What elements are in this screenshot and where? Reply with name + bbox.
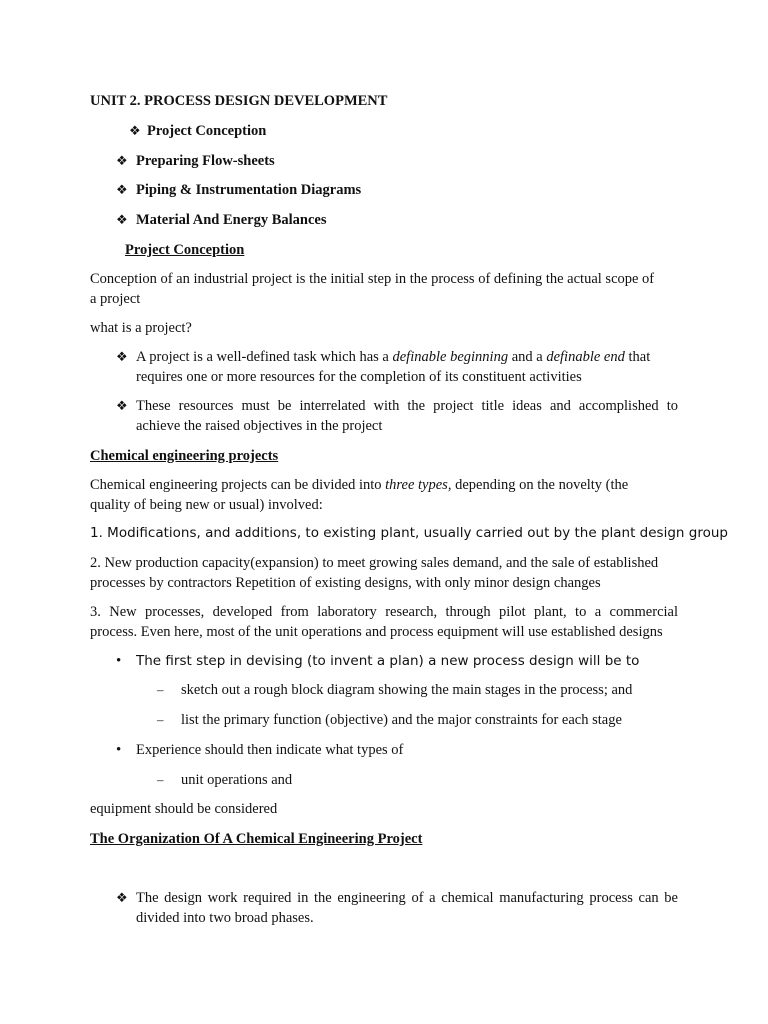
definition-text-pre: A project is a well-defined task which has a (136, 349, 393, 365)
conception-paragraph (90, 269, 678, 309)
sub-item-sketch: sketch out a rough block diagram showing the main stages in the process; and (181, 682, 633, 698)
round-bullet-icon: • (116, 742, 122, 758)
design-line-1: The design work required in the engineering of a chemical manufacturing process can be (136, 890, 678, 906)
outline-item-pid: Piping & Instrumentation Diagrams (136, 182, 362, 198)
resources-bullet-text (136, 396, 678, 436)
diamond-bullet-icon: ❖ (116, 153, 128, 168)
list-item-3-line-2: process. Even here, most of the unit operations and process equipment will use established designs (90, 624, 663, 640)
definition-italic-end: definable end (546, 349, 625, 365)
definition-text-post: that (624, 349, 651, 365)
outline-item-flow-sheets: Preparing Flow-sheets (136, 153, 275, 169)
outline-item-balances: Material And Energy Balances (136, 212, 327, 228)
chemical-text-post: depending on the novelty (the (451, 477, 629, 493)
chemical-line-2: quality of being new or usual) involved: (90, 497, 323, 513)
definition-italic-beginning: definable beginning (392, 349, 509, 365)
diamond-bullet-icon: ❖ (116, 349, 128, 364)
list-item-3 (90, 602, 678, 642)
sub-item-list: list the primary function (objective) and the major constraints for each stage (181, 712, 622, 728)
unit-title: UNIT 2. PROCESS DESIGN DEVELOPMENT (90, 93, 388, 109)
section-heading-project-conception: Project Conception (125, 242, 245, 258)
list-item-2-line-2: processes by contractors Repetition of existing designs, with only minor design changes (90, 575, 601, 591)
chemical-italic-three-types: three types, (385, 477, 452, 493)
equipment-line: equipment should be considered (90, 801, 278, 817)
definition-bullet-text (136, 347, 678, 387)
sub-item-unit-operations: unit operations and (181, 772, 293, 788)
definition-text-mid: and a (508, 349, 547, 365)
diamond-bullet-icon: ❖ (116, 398, 128, 413)
chemical-text-pre: Chemical engineering projects can be divided into (90, 477, 386, 493)
round-bullet-icon: • (116, 653, 122, 669)
dash-bullet-icon: – (157, 682, 164, 697)
diamond-bullet-icon: ❖ (116, 890, 128, 905)
dash-bullet-icon: – (157, 712, 164, 727)
list-item-1: 1. Modifications, and additions, to existing plant, usually carried out by the plant design group (90, 525, 728, 541)
experience-text: Experience should then indicate what types of (136, 742, 404, 758)
first-step-text: The first step in devising (to invent a plan) a new process design will be to (136, 653, 640, 669)
list-item-2-line-1: 2. New production capacity(expansion) to meet growing sales demand, and the sale of established (90, 555, 659, 571)
chemical-projects-paragraph (90, 475, 678, 515)
diamond-bullet-icon: ❖ (116, 182, 128, 197)
resources-line-1: These resources must be interrelated with the project title ideas and accomplished to (136, 398, 678, 414)
diamond-bullet-icon: ❖ (116, 212, 128, 227)
dash-bullet-icon: – (157, 772, 164, 787)
resources-line-2: achieve the raised objectives in the project (136, 418, 383, 434)
definition-line-1 (136, 347, 678, 367)
design-line-2: divided into two broad phases. (136, 910, 314, 926)
section-heading-organization: The Organization Of A Chemical Engineering Project (90, 831, 423, 847)
diamond-bullet-icon: ❖ (129, 123, 141, 138)
section-heading-chemical-projects: Chemical engineering projects (90, 448, 279, 464)
list-item-2 (90, 553, 678, 593)
design-bullet-text (136, 888, 678, 928)
definition-line-2: requires one or more resources for the completion of its constituent activities (136, 369, 582, 385)
outline-item-project-conception: Project Conception (147, 123, 267, 139)
conception-line-1: Conception of an industrial project is the initial step in the process of defining the actual scope of (90, 271, 655, 287)
chemical-line-1 (90, 475, 678, 495)
list-item-3-line-1: 3. New processes, developed from laboratory research, through pilot plant, to a commercial (90, 604, 678, 620)
conception-line-2: a project (90, 291, 141, 307)
question-line: what is a project? (90, 320, 192, 336)
